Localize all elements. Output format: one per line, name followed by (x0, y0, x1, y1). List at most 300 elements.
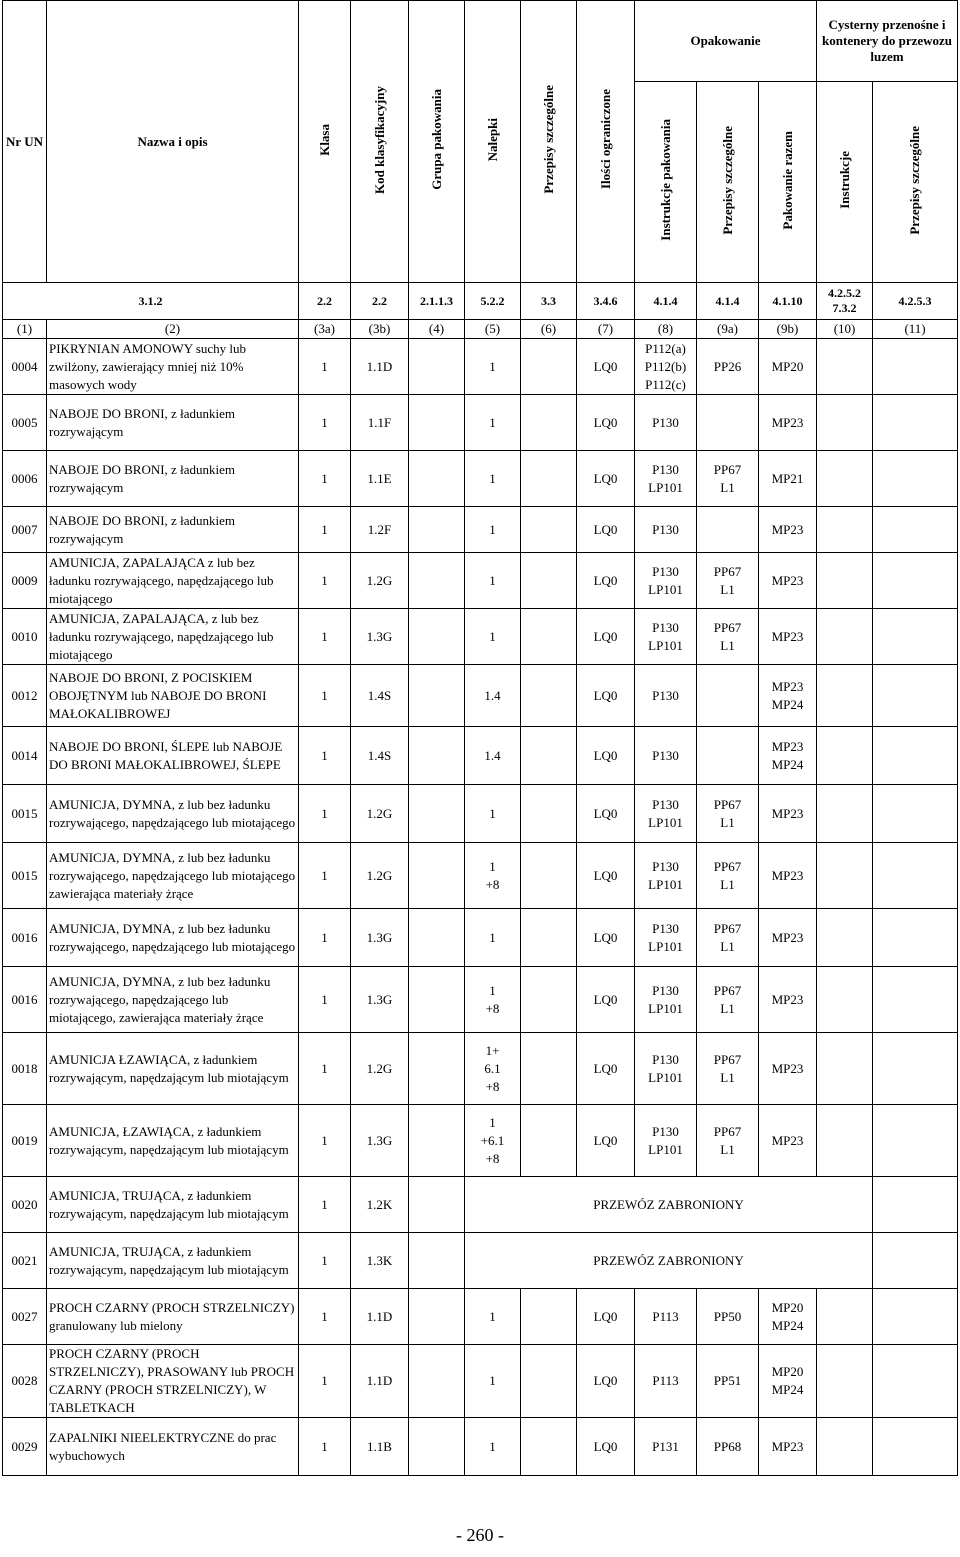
ref-cell: 4.1.10 (759, 283, 817, 320)
pak-razem-cell (759, 843, 817, 909)
kod-cell (351, 1105, 409, 1177)
klasa-cell (299, 339, 351, 395)
nalepki-cell-text: 1 (489, 1308, 496, 1324)
klasa-cell (299, 1418, 351, 1476)
grupa-cell (409, 1289, 465, 1345)
name-cell-text: PROCH CZARNY (PROCH STRZELNICZY), PRASOWANY lub PROCH CZARNY (PROCH STRZELNICZY), W TABLETKACH (49, 1346, 295, 1415)
cysterny-przepisy-cell (873, 909, 958, 967)
przep-szcz-opak-cell (697, 507, 759, 553)
klasa-cell-text: 1 (321, 1196, 328, 1212)
header-nalepki: Nalepki (465, 1, 521, 283)
grupa-cell (409, 553, 465, 609)
un-number-cell (3, 609, 47, 665)
kod-cell (351, 609, 409, 665)
colnum-cell: (10) (817, 320, 873, 339)
kod-cell (351, 909, 409, 967)
instr-pak-cell-text: P130 LP101 (648, 1051, 683, 1085)
un-number-cell (3, 339, 47, 395)
table-row (3, 451, 958, 507)
pak-razem-cell-text: MP21 (771, 470, 804, 486)
reference-row (3, 283, 958, 320)
przepisy-cell (521, 507, 577, 553)
klasa-cell (299, 1289, 351, 1345)
grupa-cell (409, 1177, 465, 1233)
pak-razem-cell (759, 1289, 817, 1345)
przep-szcz-opak-cell (697, 967, 759, 1033)
table-row (3, 553, 958, 609)
pak-razem-cell (759, 609, 817, 665)
grupa-cell (409, 665, 465, 727)
instr-pak-cell-text: P130 LP101 (648, 1123, 683, 1157)
table-row (3, 843, 958, 909)
ref-cell: 3.3 (521, 283, 577, 320)
ref-cell: 3.4.6 (577, 283, 635, 320)
cysterny-przepisy-cell (873, 665, 958, 727)
przepisy-cell (521, 609, 577, 665)
name-cell-text: NABOJE DO BRONI, Z POCISKIEM OBOJĘTNYM lub NABOJE DO BRONI MAŁOKALIBROWEJ (49, 669, 267, 721)
nalepki-cell (465, 909, 521, 967)
instr-pak-cell-text: P130 LP101 (648, 461, 683, 495)
cysterny-przepisy-cell (873, 785, 958, 843)
pak-razem-cell (759, 1105, 817, 1177)
grupa-cell (409, 1033, 465, 1105)
transport-banned-cell (465, 1233, 873, 1289)
kod-cell (351, 1345, 409, 1418)
nalepki-cell-text: 1 (489, 521, 496, 537)
name-cell-text: AMUNICJA, TRUJĄCA, z ładunkiem rozrywającym, napędzającym lub miotającym (49, 1243, 289, 1277)
przep-szcz-opak-cell-text: PP50 (713, 1308, 742, 1324)
un-number-cell-text: 0009 (11, 572, 38, 588)
przep-szcz-opak-cell (697, 1345, 759, 1418)
klasa-cell-text: 1 (321, 628, 328, 644)
przep-szcz-opak-cell (697, 785, 759, 843)
header-cysterny: Cysterny przenośne i kontenery do przewozu luzem (817, 1, 958, 82)
pak-razem-cell (759, 507, 817, 553)
klasa-cell-text: 1 (321, 470, 328, 486)
pak-razem-cell (759, 1345, 817, 1418)
cysterny-instrukcje-cell (817, 339, 873, 395)
pak-razem-cell (759, 553, 817, 609)
kod-cell-text: 1.3G (366, 628, 393, 644)
ilosci-cell (577, 1289, 635, 1345)
klasa-cell (299, 1177, 351, 1233)
klasa-cell-text: 1 (321, 1252, 328, 1268)
kod-cell-text: 1.3G (366, 929, 393, 945)
colnum-cell: (9b) (759, 320, 817, 339)
table-row (3, 1177, 958, 1233)
name-cell-text: AMUNICJA, TRUJĄCA, z ładunkiem rozrywającym, napędzającym lub miotającym (49, 1187, 289, 1221)
grupa-cell (409, 785, 465, 843)
ref-cell: 4.1.4 (635, 283, 697, 320)
przep-szcz-opak-cell-text: PP67 L1 (713, 1051, 742, 1085)
instr-pak-cell-text: P130 (652, 521, 679, 537)
header-ilosci: Ilości ograniczone (577, 1, 635, 283)
ilosci-cell (577, 609, 635, 665)
kod-cell (351, 1033, 409, 1105)
name-cell (47, 395, 299, 451)
nalepki-cell-text: 1 (489, 414, 496, 430)
instr-pak-cell-text: P130 (652, 414, 679, 430)
nalepki-cell (465, 1345, 521, 1418)
instr-pak-cell (635, 1033, 697, 1105)
nalepki-cell (465, 1418, 521, 1476)
klasa-cell (299, 1033, 351, 1105)
cysterny-instrukcje-cell (817, 909, 873, 967)
nalepki-cell (465, 553, 521, 609)
cysterny-instrukcje-cell (817, 665, 873, 727)
pak-razem-cell-text: MP23 MP24 (771, 738, 804, 772)
nalepki-cell (465, 339, 521, 395)
przep-szcz-opak-cell-text: PP68 (713, 1438, 742, 1454)
cysterny-instrukcje-cell (817, 609, 873, 665)
header-nr-un: Nr UN (3, 1, 47, 283)
transport-banned-cell-text: PRZEWÓZ ZABRONIONY (593, 1196, 744, 1212)
klasa-cell (299, 843, 351, 909)
nalepki-cell-text: 1 (489, 358, 496, 374)
kod-cell-text: 1.2K (366, 1196, 393, 1212)
kod-cell-text: 1.1E (367, 470, 392, 486)
name-cell (47, 1105, 299, 1177)
kod-cell (351, 451, 409, 507)
przep-szcz-opak-cell (697, 609, 759, 665)
name-cell (47, 1418, 299, 1476)
un-number-cell-text: 0014 (11, 747, 38, 763)
cysterny-instrukcje-cell (873, 1233, 958, 1289)
pak-razem-cell (759, 451, 817, 507)
ilosci-cell (577, 785, 635, 843)
kod-cell-text: 1.2G (366, 572, 393, 588)
un-number-cell (3, 1033, 47, 1105)
name-cell-text: AMUNICJA ŁZAWIĄCA, z ładunkiem rozrywającym, napędzającym lub miotającym (49, 1051, 289, 1085)
name-cell (47, 1233, 299, 1289)
nalepki-cell-text: 1 +8 (485, 858, 500, 892)
pak-razem-cell-text: MP23 (771, 991, 804, 1007)
przepisy-cell (521, 553, 577, 609)
ilosci-cell-text: LQ0 (593, 687, 618, 703)
klasa-cell (299, 451, 351, 507)
table-row (3, 665, 958, 727)
ilosci-cell-text: LQ0 (593, 929, 618, 945)
grupa-cell (409, 843, 465, 909)
name-cell-text: PIKRYNIAN AMONOWY suchy lub zwilżony, zawierający mniej niż 10% masowych wody (49, 340, 247, 392)
klasa-cell-text: 1 (321, 747, 328, 763)
un-number-cell (3, 1289, 47, 1345)
kod-cell (351, 553, 409, 609)
kod-cell-text: 1.3G (366, 1132, 393, 1148)
nalepki-cell (465, 785, 521, 843)
nalepki-cell (465, 967, 521, 1033)
grupa-cell (409, 727, 465, 785)
grupa-cell (409, 909, 465, 967)
colnum-cell: (1) (3, 320, 47, 339)
cysterny-instrukcje-cell (817, 451, 873, 507)
name-cell (47, 909, 299, 967)
table-body (3, 339, 958, 1476)
ref-cell: 4.1.4 (697, 283, 759, 320)
kod-cell-text: 1.4S (367, 687, 392, 703)
cysterny-instrukcje-cell (817, 1418, 873, 1476)
klasa-cell-text: 1 (321, 1132, 328, 1148)
ilosci-cell (577, 507, 635, 553)
un-number-cell (3, 665, 47, 727)
ilosci-cell-text: LQ0 (593, 1060, 618, 1076)
cysterny-instrukcje-cell (817, 1105, 873, 1177)
table-row (3, 727, 958, 785)
pak-razem-cell-text: MP23 MP24 (771, 678, 804, 712)
pak-razem-cell-text: MP23 (771, 1438, 804, 1454)
pak-razem-cell-text: MP23 (771, 414, 804, 430)
name-cell (47, 1177, 299, 1233)
un-number-cell (3, 1233, 47, 1289)
przepisy-cell (521, 1033, 577, 1105)
colnum-cell: (6) (521, 320, 577, 339)
page-number: - 260 - (456, 1525, 504, 1545)
kod-cell (351, 339, 409, 395)
przepisy-cell (521, 1105, 577, 1177)
name-cell-text: NABOJE DO BRONI, z ładunkiem rozrywającym (49, 512, 235, 546)
un-number-cell-text: 0016 (11, 929, 38, 945)
instr-pak-cell (635, 1345, 697, 1418)
name-cell (47, 1033, 299, 1105)
un-number-cell-text: 0015 (11, 805, 38, 821)
kod-cell-text: 1.1B (367, 1438, 392, 1454)
przep-szcz-opak-cell (697, 727, 759, 785)
pak-razem-cell (759, 665, 817, 727)
name-cell-text: AMUNICJA, ZAPALAJĄCA, z lub bez ładunku rozrywającego, napędzającego lub miotającego (49, 610, 274, 662)
un-number-cell (3, 785, 47, 843)
transport-banned-cell (465, 1177, 873, 1233)
cysterny-przepisy-cell (873, 1345, 958, 1418)
pak-razem-cell-text: MP23 (771, 521, 804, 537)
klasa-cell-text: 1 (321, 1308, 328, 1324)
klasa-cell-text: 1 (321, 572, 328, 588)
cysterny-instrukcje-cell (817, 727, 873, 785)
name-cell-text: PROCH CZARNY (PROCH STRZELNICZY) granulowany lub mielony (49, 1299, 295, 1333)
name-cell-text: ZAPALNIKI NIEELEKTRYCZNE do prac wybuchowych (49, 1429, 277, 1463)
ilosci-cell (577, 1418, 635, 1476)
un-number-cell-text: 0010 (11, 628, 38, 644)
grupa-cell (409, 967, 465, 1033)
nalepki-cell-text: 1 (489, 1373, 496, 1388)
ilosci-cell-text: LQ0 (593, 470, 618, 486)
klasa-cell (299, 727, 351, 785)
cysterny-instrukcje-cell (817, 785, 873, 843)
kod-cell-text: 1.1D (366, 358, 393, 374)
grupa-cell (409, 609, 465, 665)
name-cell (47, 609, 299, 665)
ref-cell: 4.2.5.2 7.3.2 (817, 283, 873, 320)
header-grupa: Grupa pakowania (409, 1, 465, 283)
klasa-cell (299, 909, 351, 967)
nalepki-cell-text: 1.4 (484, 747, 501, 763)
un-number-cell (3, 553, 47, 609)
un-number-cell (3, 507, 47, 553)
un-number-cell-text: 0020 (11, 1196, 38, 1212)
instr-pak-cell (635, 1418, 697, 1476)
nalepki-cell (465, 727, 521, 785)
przepisy-cell (521, 967, 577, 1033)
header-name: Nazwa i opis (47, 1, 299, 283)
kod-cell (351, 967, 409, 1033)
un-number-cell (3, 909, 47, 967)
przepisy-cell (521, 727, 577, 785)
przep-szcz-opak-cell (697, 451, 759, 507)
nalepki-cell (465, 395, 521, 451)
header-klasa: Klasa (299, 1, 351, 283)
instr-pak-cell-text: P130 LP101 (648, 982, 683, 1016)
cysterny-instrukcje-cell (817, 967, 873, 1033)
nalepki-cell-text: 1 +8 (485, 982, 500, 1016)
name-cell (47, 967, 299, 1033)
header-kod: Kod klasyfikacyjny (351, 1, 409, 283)
table-row (3, 1105, 958, 1177)
name-cell (47, 451, 299, 507)
cysterny-instrukcje-cell (817, 507, 873, 553)
un-number-cell-text: 0016 (11, 991, 38, 1007)
nalepki-cell (465, 1033, 521, 1105)
klasa-cell-text: 1 (321, 1373, 328, 1388)
przep-szcz-opak-cell (697, 909, 759, 967)
cysterny-instrukcje-cell (817, 553, 873, 609)
cysterny-przepisy-cell (873, 1105, 958, 1177)
klasa-cell-text: 1 (321, 358, 328, 374)
instr-pak-cell (635, 507, 697, 553)
name-cell (47, 1289, 299, 1345)
przep-szcz-opak-cell-text: PP26 (713, 358, 742, 374)
cysterny-instrukcje-cell (817, 843, 873, 909)
colnum-cell: (3b) (351, 320, 409, 339)
instr-pak-cell (635, 339, 697, 395)
cysterny-przepisy-cell (873, 553, 958, 609)
kod-cell (351, 1233, 409, 1289)
ilosci-cell-text: LQ0 (593, 747, 618, 763)
table-row (3, 785, 958, 843)
ilosci-cell-text: LQ0 (593, 1308, 618, 1324)
ilosci-cell (577, 843, 635, 909)
cysterny-przepisy-cell (873, 609, 958, 665)
grupa-cell (409, 1418, 465, 1476)
name-cell (47, 553, 299, 609)
nalepki-cell (465, 609, 521, 665)
ilosci-cell (577, 553, 635, 609)
un-number-cell (3, 1105, 47, 1177)
cysterny-instrukcje-cell (817, 395, 873, 451)
przepisy-cell (521, 1345, 577, 1418)
grupa-cell (409, 1345, 465, 1418)
ilosci-cell (577, 451, 635, 507)
klasa-cell (299, 1233, 351, 1289)
ilosci-cell (577, 665, 635, 727)
colnum-cell: (3a) (299, 320, 351, 339)
column-number-row (3, 320, 958, 339)
header-przepisy: Przepisy szczególne (521, 1, 577, 283)
przep-szcz-opak-cell-text: PP67 L1 (713, 1123, 742, 1157)
ref-cell: 2.2 (299, 283, 351, 320)
przep-szcz-opak-cell (697, 1418, 759, 1476)
kod-cell-text: 1.2G (366, 805, 393, 821)
un-number-cell (3, 967, 47, 1033)
ilosci-cell-text: LQ0 (593, 414, 618, 430)
un-number-cell-text: 0027 (11, 1308, 38, 1324)
ilosci-cell-text: LQ0 (593, 1373, 618, 1388)
kod-cell (351, 785, 409, 843)
instr-pak-cell-text: P130 LP101 (648, 920, 683, 954)
table-row (3, 339, 958, 395)
table-row (3, 967, 958, 1033)
klasa-cell (299, 967, 351, 1033)
ref-cell: 4.2.5.3 (873, 283, 958, 320)
name-cell (47, 785, 299, 843)
instr-pak-cell (635, 451, 697, 507)
table-row (3, 507, 958, 553)
header-przep-szcz-cyst: Przepisy szczególne (873, 82, 958, 283)
nalepki-cell-text: 1 +6.1 +8 (480, 1114, 505, 1166)
un-number-cell-text: 0007 (11, 521, 38, 537)
table-row (3, 395, 958, 451)
kod-cell-text: 1.1D (366, 1308, 393, 1324)
cysterny-przepisy-cell (873, 1033, 958, 1105)
pak-razem-cell (759, 967, 817, 1033)
nalepki-cell (465, 1105, 521, 1177)
przep-szcz-opak-cell (697, 843, 759, 909)
nalepki-cell-text: 1 (489, 929, 496, 945)
pak-razem-cell-text: MP20 MP24 (771, 1299, 804, 1333)
ilosci-cell (577, 395, 635, 451)
klasa-cell (299, 1105, 351, 1177)
nalepki-cell (465, 843, 521, 909)
ilosci-cell-text: LQ0 (593, 991, 618, 1007)
nalepki-cell (465, 451, 521, 507)
table-row (3, 1289, 958, 1345)
ilosci-cell (577, 1033, 635, 1105)
table-row (3, 1033, 958, 1105)
name-cell-text: AMUNICJA, DYMNA, z lub bez ładunku rozrywającego, napędzającego lub miotającego (49, 796, 296, 830)
kod-cell (351, 1418, 409, 1476)
ilosci-cell-text: LQ0 (593, 1132, 618, 1148)
pak-razem-cell (759, 1418, 817, 1476)
kod-cell-text: 1.4S (367, 747, 392, 763)
ilosci-cell-text: LQ0 (593, 628, 618, 644)
pak-razem-cell-text: MP23 (771, 867, 804, 883)
cysterny-przepisy-cell (873, 727, 958, 785)
un-number-cell-text: 0021 (11, 1252, 38, 1268)
klasa-cell (299, 665, 351, 727)
kod-cell (351, 1177, 409, 1233)
table-row (3, 1233, 958, 1289)
przep-szcz-opak-cell-text: PP67 L1 (713, 461, 742, 495)
colnum-cell: (9a) (697, 320, 759, 339)
name-cell (47, 727, 299, 785)
przep-szcz-opak-cell (697, 395, 759, 451)
klasa-cell-text: 1 (321, 414, 328, 430)
przep-szcz-opak-cell-text: PP67 L1 (713, 982, 742, 1016)
ilosci-cell-text: LQ0 (593, 572, 618, 588)
kod-cell-text: 1.1F (367, 414, 392, 430)
kod-cell (351, 395, 409, 451)
klasa-cell-text: 1 (321, 1060, 328, 1076)
name-cell (47, 339, 299, 395)
cysterny-przepisy-cell (873, 967, 958, 1033)
instr-pak-cell-text: P130 (652, 687, 679, 703)
klasa-cell (299, 785, 351, 843)
ilosci-cell (577, 1105, 635, 1177)
cysterny-instrukcje-cell (817, 1345, 873, 1418)
przepisy-cell (521, 665, 577, 727)
pak-razem-cell-text: MP23 (771, 929, 804, 945)
grupa-cell (409, 395, 465, 451)
instr-pak-cell (635, 967, 697, 1033)
przepisy-cell (521, 843, 577, 909)
